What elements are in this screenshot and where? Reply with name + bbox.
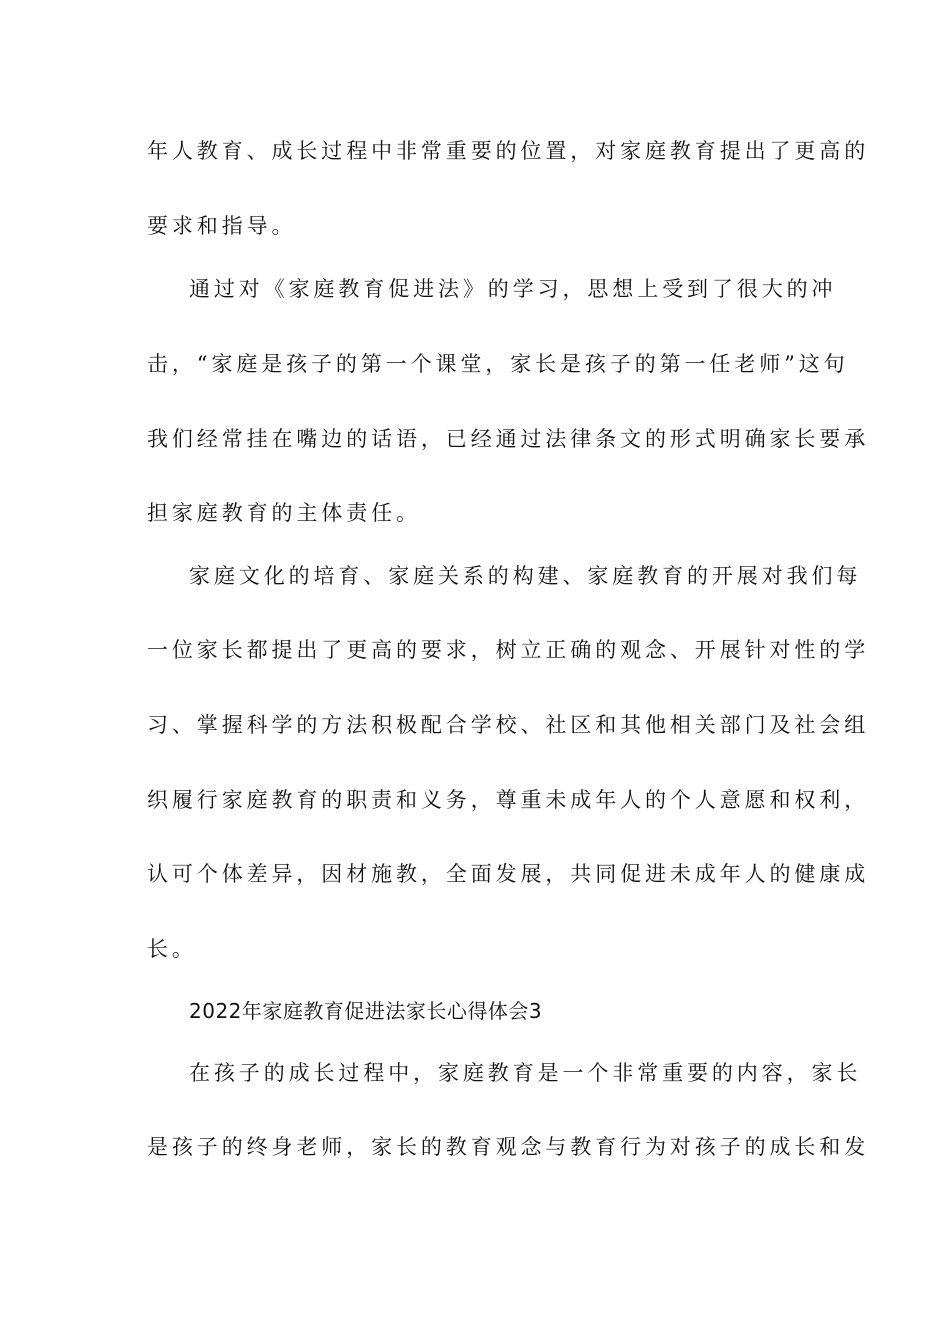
text-line: 在孩子的成长过程中，家庭教育是一个非常重要的内容，家长	[189, 1061, 862, 1085]
text-line: 是孩子的终身老师，家长的教育观念与教育行为对孩子的成长和发	[147, 1135, 870, 1159]
text-line: 习、掌握科学的方法积极配合学校、社区和其他相关部门及社会组	[147, 713, 870, 737]
text-line: 我们经常挂在嘴边的话语，已经通过法律条文的形式明确家长要承	[147, 427, 870, 451]
text-line: 要求和指导。	[147, 214, 297, 238]
text-line: 家庭文化的培育、家庭关系的构建、家庭教育的开展对我们每	[189, 564, 862, 588]
text-line: 担家庭教育的主体责任。	[147, 501, 421, 525]
text-line: 织履行家庭教育的职责和义务，尊重未成年人的个人意愿和权利，	[147, 788, 870, 812]
text-line: 一位家长都提出了更高的要求，树立正确的观念、开展针对性的学	[147, 638, 870, 662]
text-line: 击，“家庭是孩子的第一个课堂，家长是孩子的第一任老师”这句	[147, 352, 849, 376]
text-line: 通过对《家庭教育促进法》的学习，思想上受到了很大的冲	[189, 277, 837, 301]
section-heading: 2022年家庭教育促进法家长心得体会3	[189, 999, 543, 1023]
text-line: 年人教育、成长过程中非常重要的位置，对家庭教育提出了更高的	[147, 139, 870, 163]
text-line: 认可个体差异，因材施教，全面发展，共同促进未成年人的健康成	[147, 862, 870, 886]
text-line: 长。	[147, 937, 197, 961]
